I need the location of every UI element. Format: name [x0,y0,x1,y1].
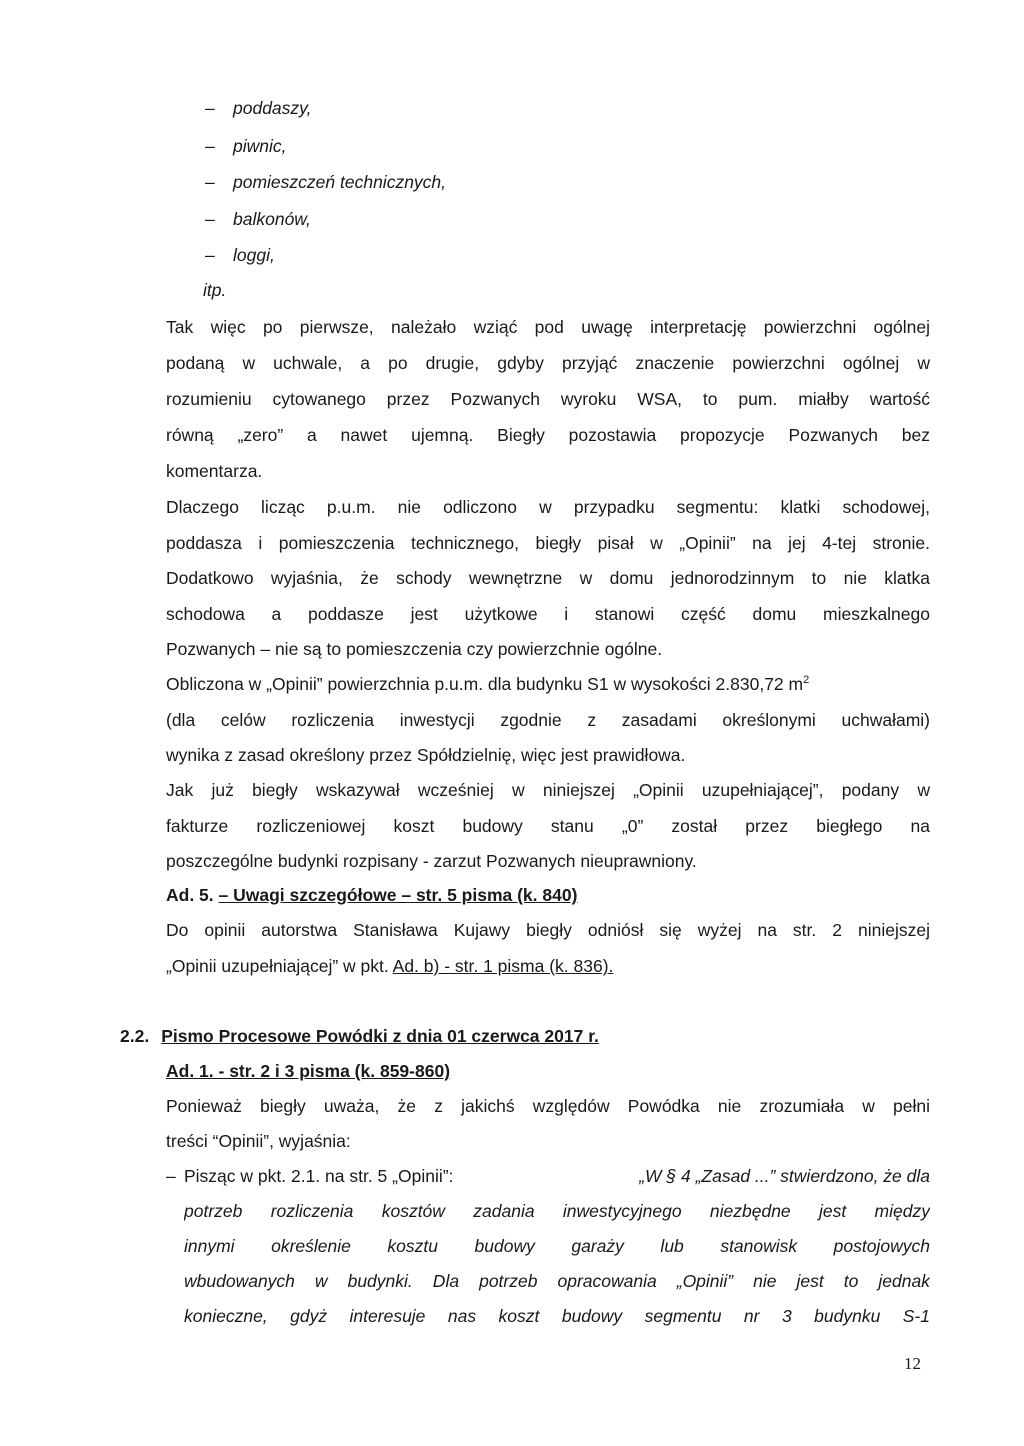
text-line: wynika z zasad określony przez Spółdzielnię, więc jest prawidłowa. [166,745,686,765]
itp-text: itp. [203,280,227,300]
text-line [166,673,809,695]
text-line: rozumieniu cytowanego przez Pozwanych wyroku WSA, to pum. miałby wartość [166,389,930,409]
list-item: pomieszczeń technicznych, [233,172,447,192]
section-title: Pismo Procesowe Powódki z dnia 01 czerwca 2017 r. [161,1026,599,1046]
text-line: poszczególne budynki rozpisany - zarzut Pozwanych nieuprawniony. [166,851,697,871]
text-line: podaną w uchwale, a po drugie, gdyby przyjąć znaczenie powierzchni ogólnej w [166,353,930,373]
text-line: Ponieważ biegły uważa, że z jakichś względów Powódka nie zrozumiała w pełni [166,1096,930,1116]
text-line: komentarza. [166,461,263,481]
list-dash: – [205,98,215,118]
text-line: innymi określenie kosztu budowy garaży lub stanowisk postojowych [184,1236,930,1256]
list-item: loggi, [233,245,275,265]
text-line: Pozwanych – nie są to pomieszczenia czy powierzchnie ogólne. [166,639,663,659]
quote-italic-start: „W § 4 „Zasad ...” stwierdzono, że dla [639,1166,930,1186]
text-line: treści “Opinii”, wyjaśnia: [166,1131,351,1151]
text-line: Jak już biegły wskazywał wcześniej w niniejszej „Opinii uzupełniającej”, podany w [166,780,930,800]
ad5-title: – Uwagi szczegółowe – str. 5 pisma (k. 840) [218,885,578,905]
superscript: 2 [803,674,810,687]
ad5-heading [166,884,577,906]
page-number: 12 [904,1354,921,1373]
list-item: balkonów, [233,209,311,229]
text-line: wbudowanych w budynki. Dla potrzeb opracowania „Opinii” nie jest to jednak [184,1271,930,1291]
text-line: Dlaczego licząc p.u.m. nie odliczono w przypadku segmentu: klatki schodowej, [166,497,930,517]
text-line [166,955,613,977]
section-heading [120,1025,599,1047]
text-line: potrzeb rozliczenia kosztów zadania inwestycyjnego niezbędne jest między [184,1201,930,1221]
text-line [184,1165,930,1187]
list-item: piwnic, [233,136,287,156]
ad5-prefix: Ad. 5. [166,885,219,905]
list-dash: – [205,136,215,156]
reference-text: „Opinii uzupełniającej” w pkt. [166,956,393,976]
quote-lead: Pisząc w pkt. 2.1. na str. 5 „Opinii”: [184,1166,454,1186]
list-item: poddaszy, [233,98,312,118]
ad1-heading: Ad. 1. - str. 2 i 3 pisma (k. 859-860) [166,1061,451,1081]
section-number: 2.2. [120,1026,150,1046]
text-line: fakturze rozliczeniowej koszt budowy stanu „0” został przez biegłego na [166,816,930,836]
text-line: konieczne, gdyż interesuje nas koszt budowy segmentu nr 3 budynku S-1 [184,1306,930,1326]
area-text: Obliczona w „Opinii” powierzchnia p.u.m. dla budynku S1 w wysokości 2.830,72 m [166,674,804,694]
text-line: (dla celów rozliczenia inwestycji zgodnie z zasadami określonymi uchwałami) [166,710,930,730]
text-line: poddasza i pomieszczenia technicznego, biegły pisał w „Opinii” na jej 4-tej stronie. [166,533,930,553]
text-line: schodowa a poddasze jest użytkowe i stanowi część domu mieszkalnego [166,604,930,624]
list-dash: – [205,245,215,265]
text-line: Dodatkowo wyjaśnia, że schody wewnętrzne w domu jednorodzinnym to nie klatka [166,568,930,588]
text-line: równą „zero” a nawet ujemną. Biegły pozostawia propozycje Pozwanych bez [166,425,930,445]
quote-dash: – [166,1166,176,1186]
text-line: Do opinii autorstwa Stanisława Kujawy biegły odniósł się wyżej na str. 2 niniejszej [166,920,930,940]
list-dash: – [205,172,215,192]
text-line: Tak więc po pierwsze, należało wziąć pod uwagę interpretację powierzchni ogólnej [166,317,930,337]
reference-underlined: Ad. b) - str. 1 pisma (k. 836). [392,956,614,976]
list-dash: – [205,209,215,229]
